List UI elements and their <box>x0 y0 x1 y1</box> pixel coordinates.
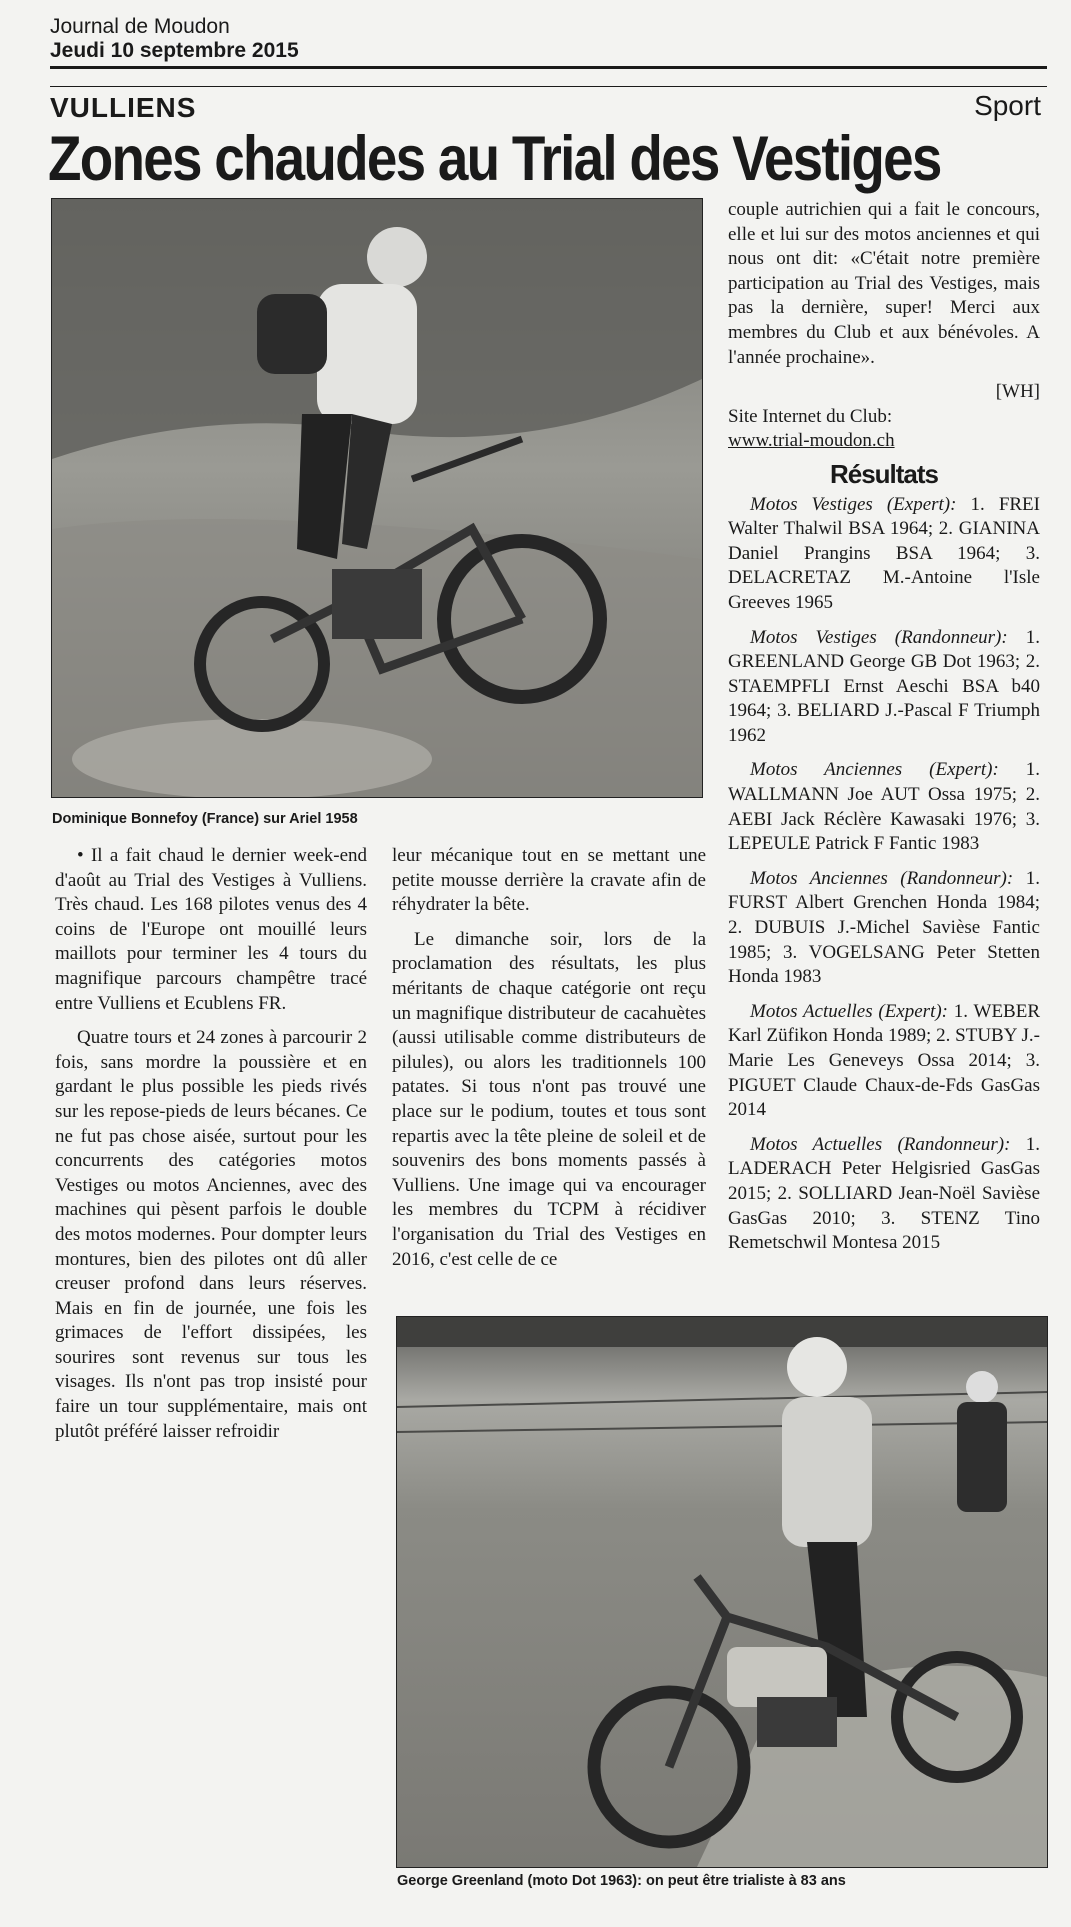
photo2-caption: George Greenland (moto Dot 1963): on peut être trialiste à 83 ans <box>397 1873 846 1889</box>
result-category: Motos Anciennes (Randonneur): <box>750 867 1014 889</box>
result-entry <box>728 758 1040 856</box>
result-entry <box>728 867 1040 990</box>
header-rule-thin <box>50 86 1047 87</box>
paragraph-2: Quatre tours et 24 zones à parcourir 2 fois, sans mordre la poussière et en gardant le plus possible les pieds rivés sur les repose-pieds de leurs bécanes. Ce ne fut pas chose aisée, surtout pour les concurrents des catégories motos Vestiges ou motos Anciennes, avec des machines qui pèsent parfois le double des motos modernes. Pour dompter leurs montures, bien des pilotes ont dû aller creuser profond dans leurs réserves. Mais en fin de journée, une fois les grimaces de l'effort dissipées, les sourires sont revenus sur tous les visages. Ils n'ont pas trop insisté pour faire un tour supplémentaire, mais ont plutôt préféré laisser refroidir <box>55 1027 367 1442</box>
photo-rider-ariel-image <box>52 199 702 797</box>
issue-date: Jeudi 10 septembre 2015 <box>50 39 299 62</box>
article-column-2 <box>392 844 706 1282</box>
paragraph-5: couple autrichien qui a fait le concours, elle et lui sur des motos anciennes et qui nous ont dit: «C'était notre première participation au Trial des Vestiges, mais pas la dernière, super! Merci aux membres du Club et aux bénévoles. A l'année prochaine». <box>728 199 1040 368</box>
result-category: Motos Vestiges (Expert): <box>750 493 957 515</box>
photo-rider-dot-image <box>397 1317 1047 1867</box>
result-text: 1. LADERACH Peter Helgisried GasGas 2015; 2. SOLLIARD Jean-Noël Savièse GasGas 2010; 3. STENZ Tino Remetschwil Montesa 2015 <box>728 1133 1040 1254</box>
article-column-3 <box>728 198 1040 1266</box>
photo-rider-dot <box>396 1316 1048 1868</box>
result-text: 1. WALLMANN Joe AUT Ossa 1975; 2. AEBI Jack Réclère Kawasaki 1976; 3. LEPEULE Patrick F Fantic 1983 <box>728 759 1040 855</box>
headline: Zones chaudes au Trial des Vestiges <box>48 124 941 194</box>
result-category: Motos Vestiges (Randonneur): <box>750 626 1008 648</box>
photo1-caption: Dominique Bonnefoy (France) sur Ariel 1958 <box>52 811 358 827</box>
result-text: 1. WEBER Karl Züfikon Honda 1989; 2. STUBY J.-Marie Les Geneveys Ossa 2014; 3. PIGUET Claude Chaux-de-Fds GasGas 2014 <box>728 1000 1040 1121</box>
newspaper-name: Journal de Moudon <box>50 15 230 38</box>
results-title: Résultats <box>829 458 939 489</box>
paragraph-4: Le dimanche soir, lors de la proclamation des résultats, les plus méritants de chaque catégorie ont reçu un magnifique distributeur de cacahuètes (aussi utilisable comme distributeurs de pilules), ou alors les traditionnels 100 patates. Si tous n'ont pas trouvé une place sur le podium, toutes et tous sont repartis avec la tête pleine de soleil et de souvenirs des bons moments passés à Vulliens. Une image qui va encourager les membres du TCPM à récidiver l'organisation du Trial des Vestiges en 2016, c'est celle de ce <box>392 928 706 1270</box>
author-signature: [WH] <box>995 381 1040 403</box>
paragraph-3: leur mécanique tout en se mettant une petite mousse derrière la cravate afin de réhydrater la bête. <box>392 845 706 916</box>
result-entry <box>728 626 1040 749</box>
result-text: 1. FURST Albert Grenchen Honda 1984; 2. DUBUIS J.-Michel Savièse Fantic 1985; 3. VOGELSANG Peter Stetten Honda 1983 <box>728 867 1040 988</box>
result-entry <box>728 493 1040 616</box>
result-category: Motos Anciennes (Expert): <box>750 759 999 781</box>
club-site-url[interactable]: www.trial-moudon.ch <box>728 430 895 452</box>
result-entry <box>728 1000 1040 1123</box>
paragraph-1: • Il a fait chaud le dernier week-end d'août au Trial des Vestiges à Vulliens. Très chaud. Les 168 pilotes venus des 4 coins de l'Europe ont mouillé leurs maillots pour terminer les 4 tours du magnifique parcours champêtre tracé entre Vulliens et Ecublens FR. <box>55 845 367 1014</box>
header-rule <box>50 66 1047 69</box>
result-entry <box>728 1133 1040 1256</box>
club-site-label: Site Internet du Club: <box>728 405 893 427</box>
result-category: Motos Actuelles (Expert): <box>750 1000 949 1022</box>
result-category: Motos Actuelles (Randonneur): <box>750 1133 1011 1155</box>
result-text: 1. GREENLAND George GB Dot 1963; 2. STAEMPFLI Ernst Aeschi BSA b40 1964; 3. BELIARD J.-Pascal F Triumph 1962 <box>728 626 1040 746</box>
location-rubric: VULLIENS <box>50 92 197 123</box>
article-column-1 <box>55 844 367 1454</box>
section-label: Sport <box>974 90 1041 121</box>
photo-rider-ariel <box>51 198 703 798</box>
result-text: 1. FREI Walter Thalwil BSA 1964; 2. GIANINA Daniel Prangins BSA 1964; 3. DELACRETAZ M.-Antoine l'Isle Greeves 1965 <box>728 493 1040 613</box>
